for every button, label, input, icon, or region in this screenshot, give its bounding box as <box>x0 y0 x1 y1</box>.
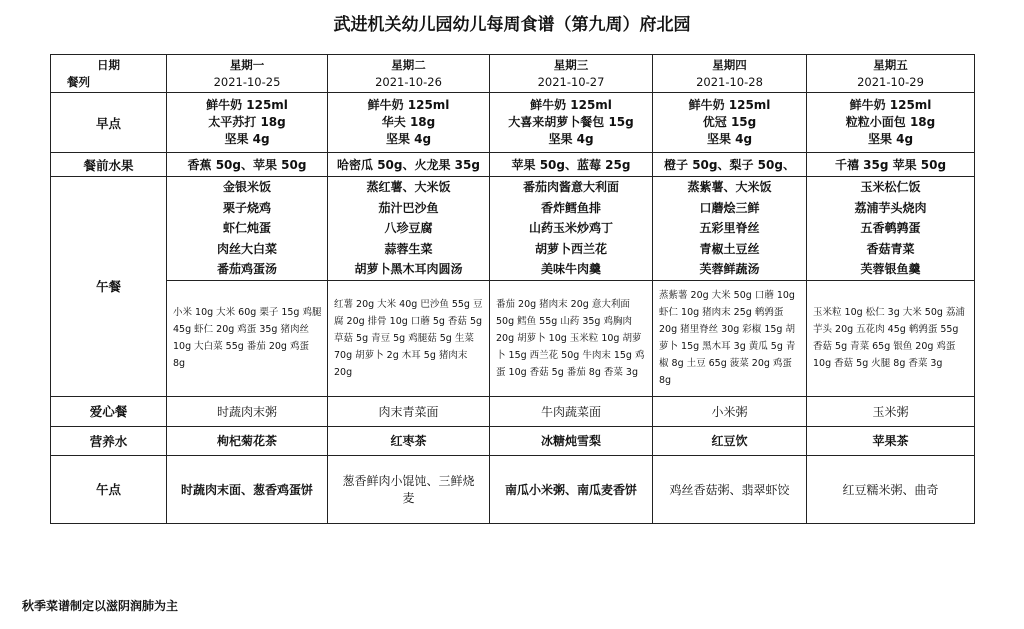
love-meal-cell: 肉末青菜面 <box>328 396 490 426</box>
weekday-label: 星期四 <box>712 57 747 72</box>
fruit-cell: 哈密瓜 50g、火龙果 35g <box>328 153 490 177</box>
weekday-label: 星期二 <box>391 57 426 72</box>
nutrition-water-cell: 红豆饮 <box>653 426 807 455</box>
day-header <box>490 55 653 93</box>
lunch-label: 午餐 <box>51 177 167 397</box>
dish-line: 玉米松仁饭 <box>860 180 921 194</box>
afternoon-snack-cell: 红豆糯米粥、曲奇 <box>807 455 975 523</box>
lunch-dishes-cell <box>167 177 328 281</box>
dish-line: 八珍豆腐 <box>384 221 433 235</box>
breakfast-cell <box>328 93 490 153</box>
dish-line: 美味牛肉羹 <box>540 262 601 276</box>
love-meal-cell: 玉米粥 <box>807 396 975 426</box>
weekday-label: 星期五 <box>873 57 908 72</box>
menu-line: 鲜牛奶 125ml <box>367 98 450 112</box>
menu-line: 坚果 4g <box>385 132 432 146</box>
fruit-cell: 香蕉 50g、苹果 50g <box>167 153 328 177</box>
afternoon-snack-cell: 鸡丝香菇粥、翡翠虾饺 <box>653 455 807 523</box>
breakfast-cell <box>807 93 975 153</box>
dish-line: 蒸红薯、大米饭 <box>366 180 451 194</box>
dish-line: 番茄肉酱意大利面 <box>522 180 619 194</box>
menu-line: 太平苏打 18g <box>208 115 286 129</box>
menu-line: 华夫 18g <box>381 115 436 129</box>
nutrition-water-label: 营养水 <box>51 426 167 455</box>
dish-line: 口蘑烩三鲜 <box>699 200 760 215</box>
lunch-dishes-cell <box>490 177 653 281</box>
header-row <box>51 55 975 93</box>
lunch-ingredients-cell: 玉米粒 10g 松仁 3g 大米 50g 荔浦芋头 20g 五花肉 45g 鹌鹑蛋 55g 香菇 5g 青菜 65g 银鱼 20g 鸡蛋 10g 香菇 5g 火腿 8g 香菜 3g <box>807 280 975 396</box>
weekday-label: 星期三 <box>553 57 589 72</box>
lunch-ingredients-cell: 番茄 20g 猪肉末 20g 意大利面 50g 鳕鱼 55g 山药 35g 鸡胸肉 20g 胡萝卜 10g 玉米粒 10g 胡萝卜 15g 西兰花 50g 牛肉末 15g 鸡蛋 10g 香菇 5g 番茄 8g 香菜 3g <box>490 280 653 396</box>
nutrition-water-cell: 苹果茶 <box>807 426 975 455</box>
lunch-ingredients-cell: 蒸紫薯 20g 大米 50g 口蘑 10g 虾仁 10g 猪肉末 25g 鹌鹑蛋 20g 猪里脊丝 30g 彩椒 15g 胡萝卜 15g 黑木耳 3g 黄瓜 5g 青椒 8g 土豆 65g 菠菜 20g 鸡蛋 8g <box>653 280 807 396</box>
corner-cell <box>51 55 167 93</box>
page-title: 武进机关幼儿园幼儿每周食谱（第九周）府北园 <box>333 15 691 35</box>
nutrition-water-row <box>51 426 975 455</box>
day-header <box>807 55 975 93</box>
menu-line: 鲜牛奶 125ml <box>530 98 612 112</box>
lunch-dishes-cell <box>807 177 975 281</box>
menu-line: 坚果 4g <box>224 132 270 146</box>
dish-line: 山药玉米炒鸡丁 <box>528 221 613 235</box>
menu-line: 优冠 15g <box>702 115 757 129</box>
date-label: 2021-10-28 <box>696 74 763 89</box>
breakfast-cell <box>167 93 328 153</box>
nutrition-water-cell: 冰糖炖雪梨 <box>490 426 653 455</box>
menu-line: 大喜来胡萝卜餐包 15g <box>508 115 634 129</box>
dish-line: 芙蓉鲜蔬汤 <box>699 262 760 276</box>
date-label: 2021-10-27 <box>537 74 605 89</box>
day-header <box>653 55 807 93</box>
afternoon-snack-row <box>51 455 975 523</box>
menu-line: 坚果 4g <box>706 132 753 146</box>
day-header <box>167 55 328 93</box>
love-meal-cell: 牛肉蔬菜面 <box>490 396 653 426</box>
lunch-dishes-cell <box>328 177 490 281</box>
dish-line: 芙蓉银鱼羹 <box>860 262 921 276</box>
menu-line: 粒粒小面包 18g <box>845 115 936 129</box>
menu-line: 坚果 4g <box>867 132 914 146</box>
date-label: 2021-10-29 <box>857 74 924 89</box>
dish-line: 蒸紫薯、大米饭 <box>687 180 772 194</box>
breakfast-cell <box>653 93 807 153</box>
day-header <box>328 55 490 93</box>
dish-line: 金银米饭 <box>222 180 271 194</box>
fruit-cell: 橙子 50g、梨子 50g、 <box>653 153 807 177</box>
love-meal-cell: 时蔬肉末粥 <box>167 396 328 426</box>
fruit-cell: 千禧 35g 苹果 50g <box>807 153 975 177</box>
dish-line: 青椒土豆丝 <box>699 241 760 256</box>
dish-line: 荔浦芋头烧肉 <box>854 200 927 215</box>
dish-line: 香菇青菜 <box>866 241 915 256</box>
dish-line: 肉丝大白菜 <box>216 241 277 256</box>
menu-table <box>50 54 975 524</box>
dish-line: 虾仁炖蛋 <box>222 221 271 235</box>
weekday-label: 星期一 <box>229 57 265 72</box>
breakfast-row <box>51 93 975 153</box>
love-meal-row <box>51 396 975 426</box>
lunch-ingredients-row <box>51 280 975 396</box>
fruit-row <box>51 153 975 177</box>
dish-line: 胡萝卜西兰花 <box>534 241 607 256</box>
nutrition-water-cell: 枸杞菊花茶 <box>167 426 328 455</box>
breakfast-cell <box>490 93 653 153</box>
dish-line: 番茄鸡蛋汤 <box>216 262 277 276</box>
date-label: 2021-10-25 <box>213 74 281 89</box>
afternoon-snack-cell: 葱香鲜肉小馄饨、三鲜烧麦 <box>328 455 490 523</box>
lunch-ingredients-cell: 红薯 20g 大米 40g 巴沙鱼 55g 豆腐 20g 排骨 10g 口蘑 5g 香菇 5g 草菇 5g 青豆 5g 鸡腿菇 5g 生菜 70g 胡萝卜 2g 木耳 5g 猪肉末 20g <box>328 280 490 396</box>
menu-line: 鲜牛奶 125ml <box>849 98 932 112</box>
dish-line: 五香鹌鹑蛋 <box>860 221 921 235</box>
lunch-dishes-cell <box>653 177 807 281</box>
fruit-label: 餐前水果 <box>51 153 167 177</box>
lunch-ingredients-cell: 小米 10g 大米 60g 栗子 15g 鸡腿 45g 虾仁 20g 鸡蛋 35g 猪肉丝 10g 大白菜 55g 番茄 20g 鸡蛋 8g <box>167 280 328 396</box>
love-meal-label: 爱心餐 <box>51 396 167 426</box>
menu-line: 鲜牛奶 125ml <box>206 98 288 112</box>
lunch-dishes-row <box>51 177 975 281</box>
breakfast-label: 早点 <box>51 93 167 153</box>
dish-line: 蒜蓉生菜 <box>384 241 433 256</box>
corner-meal-label: 餐列 <box>67 74 90 89</box>
afternoon-snack-label: 午点 <box>51 455 167 523</box>
love-meal-cell: 小米粥 <box>653 396 807 426</box>
footnote: 秋季菜谱制定以滋阴润肺为主 <box>22 599 179 613</box>
corner-date-label: 日期 <box>97 57 120 72</box>
afternoon-snack-cell: 时蔬肉末面、葱香鸡蛋饼 <box>167 455 328 523</box>
menu-line: 坚果 4g <box>548 132 594 146</box>
nutrition-water-cell: 红枣茶 <box>328 426 490 455</box>
menu-line: 鲜牛奶 125ml <box>688 98 771 112</box>
afternoon-snack-cell: 南瓜小米粥、南瓜麦香饼 <box>490 455 653 523</box>
fruit-cell: 苹果 50g、蓝莓 25g <box>490 153 653 177</box>
dish-line: 栗子烧鸡 <box>222 200 271 215</box>
dish-line: 香炸鳕鱼排 <box>540 200 601 215</box>
dish-line: 五彩里脊丝 <box>699 221 760 235</box>
dish-line: 茄汁巴沙鱼 <box>378 200 439 215</box>
date-label: 2021-10-26 <box>375 74 442 89</box>
dish-line: 胡萝卜黑木耳肉圆汤 <box>354 262 463 276</box>
